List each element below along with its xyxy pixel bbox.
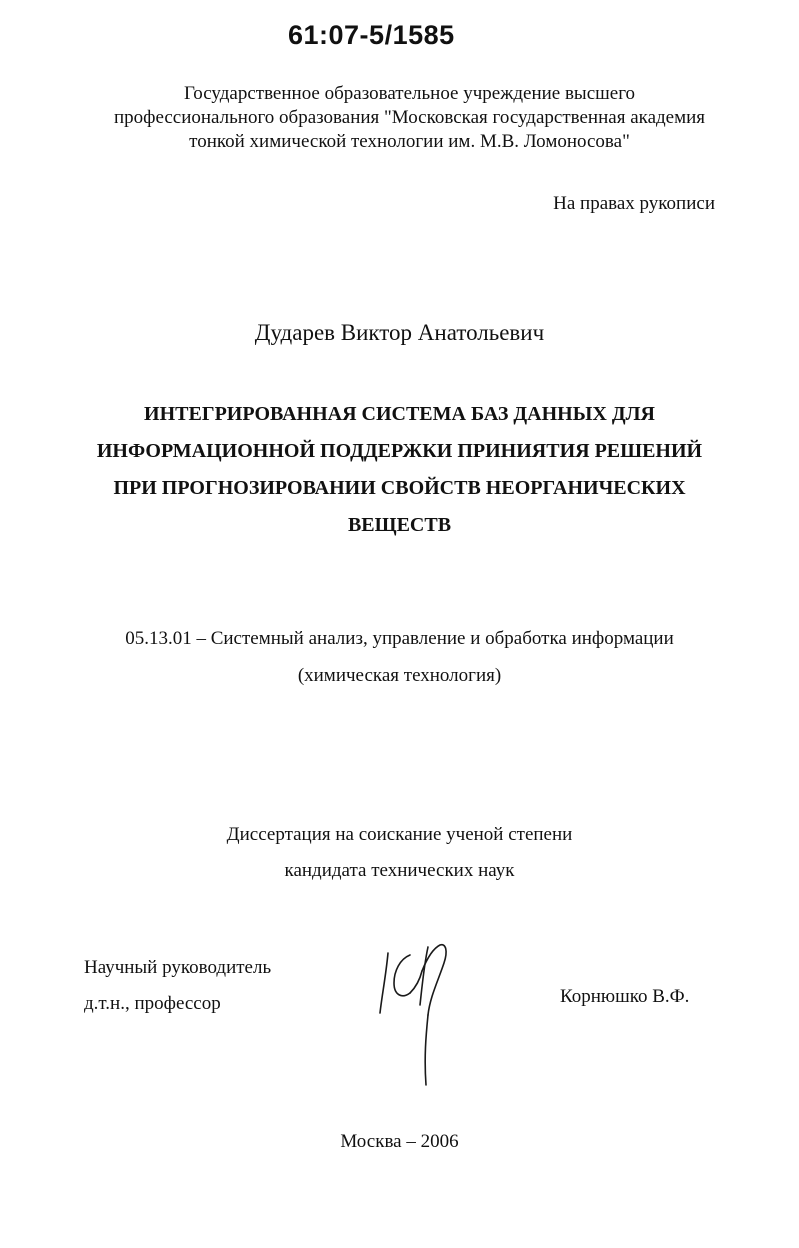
institution-line: Государственное образовательное учреждение высшего [183,83,636,104]
institution-block [60,82,759,154]
supervisor-signature [370,935,480,1110]
supervisor-name: Корнюшко В.Ф. [560,986,690,1007]
rights-note: На правах рукописи [553,193,715,214]
degree-line: кандидата технических наук [284,860,515,881]
title-line: ИНФОРМАЦИОННОЙ ПОДДЕРЖКИ ПРИНИЯТИЯ РЕШЕНИЙ [96,440,703,462]
supervisor-block [84,950,271,1022]
archive-code: 61:07-5/1585 [288,20,455,50]
title-line: ИНТЕГРИРОВАННАЯ СИСТЕМА БАЗ ДАННЫХ ДЛЯ [144,403,655,425]
author-name: Дударев Виктор Анатольевич [254,320,545,345]
specialty-block [0,620,799,694]
specialty-code-line: 05.13.01 – Системный анализ, управление и обработка информации [125,628,674,649]
institution-line: профессионального образования "Московская государственная академия [113,107,706,128]
supervisor-credentials: д.т.н., профессор [84,993,221,1014]
degree-line: Диссертация на соискание ученой степени [226,824,573,845]
degree-block [0,817,799,889]
city-year: Москва – 2006 [340,1131,459,1152]
institution-line: тонкой химической технологии им. М.В. Ломоносова" [189,131,630,152]
title-line: ПРИ ПРОГНОЗИРОВАНИИ СВОЙСТВ НЕОРГАНИЧЕСКИХ [113,477,686,499]
thesis-title [40,396,759,544]
title-line: ВЕЩЕСТВ [347,514,452,536]
specialty-qualifier-line: (химическая технология) [297,665,502,686]
supervisor-role: Научный руководитель [84,957,272,978]
